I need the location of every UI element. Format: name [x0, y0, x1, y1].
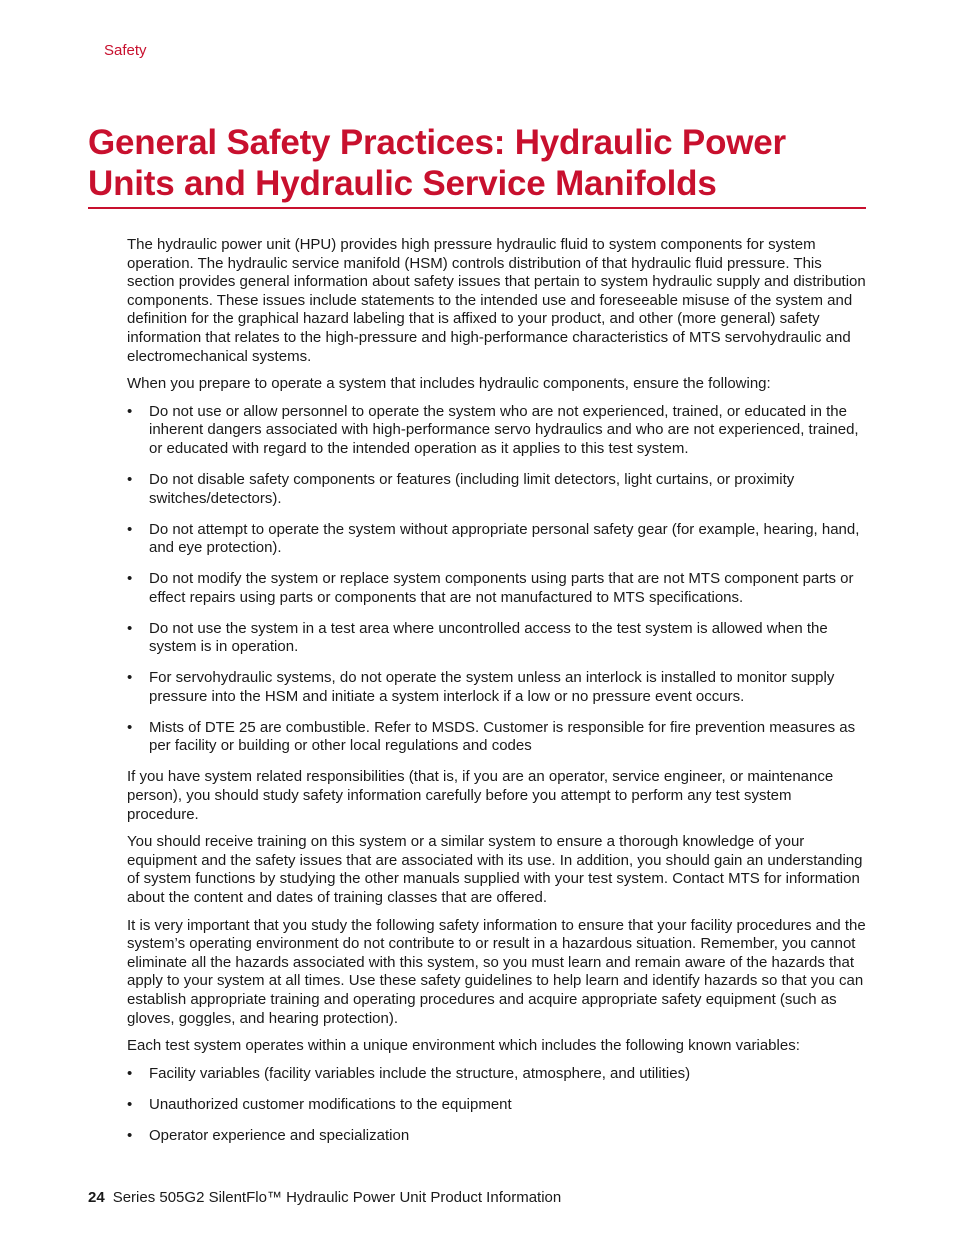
list-item-text: Facility variables (facility variables include the structure, atmosphere, and utilities): [149, 1064, 691, 1082]
page-footer: [88, 1189, 561, 1206]
precautions-list: [127, 403, 867, 756]
list-item-text: For servohydraulic systems, do not operate the system unless an interlock is installed to monitor supply pressure into the HSM and initiate a system interlock if a low or no pressure event occurs.: [149, 669, 835, 705]
list-item-text: Do not use or allow personnel to operate the system who are not experienced, trained, or educated in the inherent dangers associated with high-performance servo hydraulics and who are not experienced, trained, or educated with regard to the intended operation as it applies to this test system.: [149, 402, 859, 457]
responsibilities-paragraph: If you have system related responsibilities (that is, if you are an operator, service engineer, or maintenance person), you should study safety information carefully before you attempt to perform any test system procedure.: [127, 768, 834, 823]
bullet-icon: •: [127, 470, 133, 488]
list-item-text: Do not use the system in a test area where uncontrolled access to the test system is allowed when the system is in operation.: [149, 619, 828, 656]
list-item: [127, 1065, 867, 1084]
list-item-text: Mists of DTE 25 are combustible. Refer to MSDS. Customer is responsible for fire prevention measures as per facility or building or other local regulations and codes: [149, 718, 856, 755]
list-item-text: Do not modify the system or replace system components using parts that are not MTS component parts or effect repairs using parts or components that are not manufactured to MTS specifications.: [149, 570, 854, 606]
hazards-paragraph: It is very important that you study the following safety information to ensure that your facility procedures and the system’s operating environment do not contribute to or result in a hazardous situation. Remember, you cannot eliminate all the hazards associated with this system, so you must learn and remain aware of the hazards that apply to your system at all times. Use these safety guidelines to help learn and identify hazards so that you can establish appropriate training and operating procedures and acquire appropriate safety equipment (such as gloves, goggles, and hearing protection).: [127, 916, 866, 1027]
bullet-icon: •: [127, 402, 133, 420]
intro-lead-in: When you prepare to operate a system that includes hydraulic components, ensure the following:: [127, 375, 771, 393]
list-item: [127, 403, 867, 459]
bullet-icon: •: [127, 718, 133, 736]
page-number: 24: [88, 1189, 105, 1206]
list-item: [127, 521, 867, 558]
main-content: [127, 236, 867, 1158]
list-item-text: Operator experience and specialization: [149, 1126, 410, 1144]
bullet-icon: •: [127, 570, 133, 588]
list-item: [127, 669, 867, 706]
running-header-section: Safety: [104, 42, 147, 59]
bullet-icon: •: [127, 1064, 133, 1082]
list-item-text: Do not disable safety components or features (including limit detectors, light curtains, or proximity switches/detectors).: [149, 470, 795, 507]
bullet-icon: •: [127, 669, 133, 687]
list-item-text: Unauthorized customer modifications to the equipment: [149, 1095, 512, 1113]
title-divider: [88, 207, 866, 209]
training-paragraph: You should receive training on this system or a similar system to ensure a thorough knowledge of your equipment and the safety issues that are associated with its use. In addition, you should gain an understanding of system functions by studying the other manuals supplied with your test system. Contact MTS for information about the content and dates of training classes that are offered.: [127, 833, 863, 906]
list-item-text: Do not attempt to operate the system without appropriate personal safety gear (for example, hearing, hand, and eye protection).: [149, 520, 860, 557]
page-title: General Safety Practices: Hydraulic Power Units and Hydraulic Service Manifolds: [88, 123, 786, 203]
list-item: [127, 471, 867, 508]
variables-lead-in: Each test system operates within a unique environment which includes the following known variables:: [127, 1037, 800, 1055]
list-item: [127, 1096, 867, 1115]
list-item: [127, 1127, 867, 1146]
footer-document-title: Series 505G2 SilentFlo™ Hydraulic Power Unit Product Information: [112, 1189, 562, 1206]
list-item: [127, 719, 867, 756]
bullet-icon: •: [127, 520, 133, 538]
intro-paragraph: The hydraulic power unit (HPU) provides high pressure hydraulic fluid to system components for system operation. The hydraulic service manifold (HSM) controls distribution of that hydraulic fluid pressure. This section provides general information about safety issues that pertain to system hydraulic supply and distribution components. These issues include statements to the intended use and foreseeable misuse of the system and definition for the graphical hazard labeling that is affixed to your product, and other (more general) safety information that relates to the high-pressure and high-performance characteristics of MTS servohydraulic and electromechanical systems.: [127, 236, 866, 365]
variables-list: [127, 1065, 867, 1146]
bullet-icon: •: [127, 1126, 133, 1144]
bullet-icon: •: [127, 1095, 133, 1113]
list-item: [127, 620, 867, 657]
bullet-icon: •: [127, 619, 133, 637]
list-item: [127, 570, 867, 607]
